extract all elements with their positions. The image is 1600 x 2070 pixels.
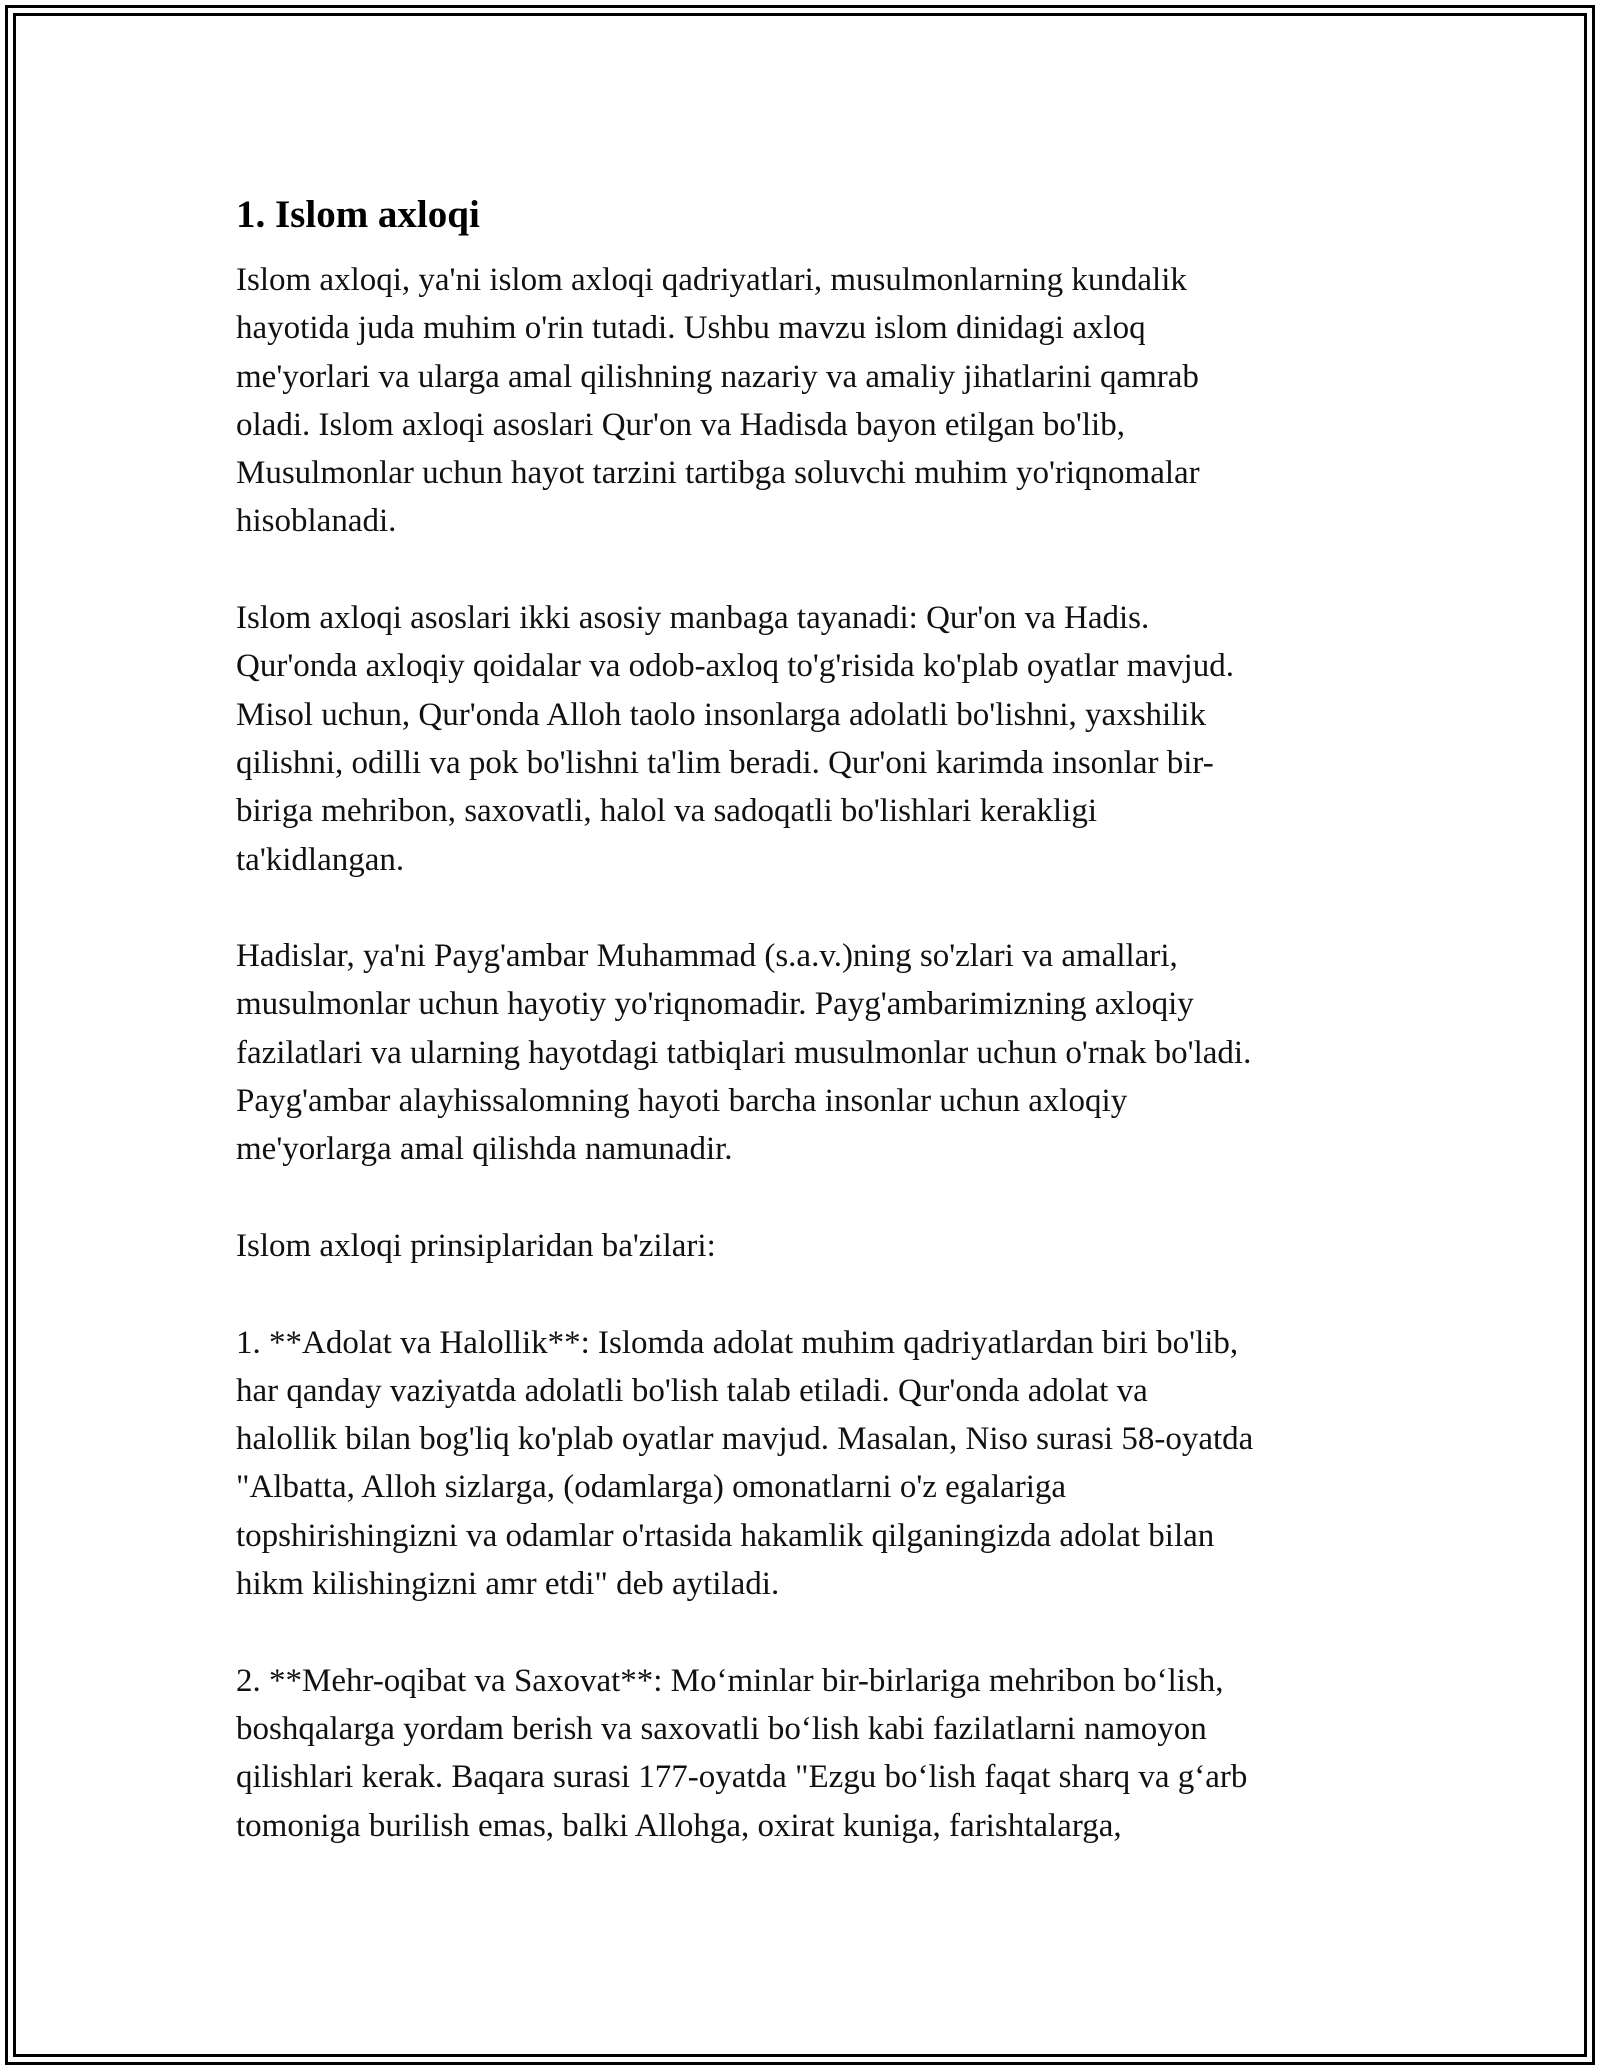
document-body [236, 184, 1376, 1898]
paragraph-sources: Islom axloqi asoslari ikki asosiy manbaga tayanadi: Qur'on va Hadis. Qur'onda axloqiy qoidalar va odob-axloq to'g'risida ko'plab oyatlar mavjud. Misol uchun, Qur'onda Alloh taolo insonlarga adolatli bo'lishni, yaxshilik qilishni, odilli va pok bo'lishni ta'lim beradi. Qur'oni karimda insonlar bir- biriga mehribon, saxovatli, halol va sadoqatli bo'lishlari kerakligi ta'kidlangan. [236, 600, 1234, 878]
list-item-mehr-oqibat: 2. **Mehr-oqibat va Saxovat**: Mo‘minlar bir-birlariga mehribon bo‘lish, boshqalarga yordam berish va saxovatli bo‘lish kabi fazilatlarni namoyon qilishlari kerak. Baqara surasi 177-oyatda "Ezgu bo‘lish faqat sharq va g‘arb tomoniga burilish emas, balki Allohga, oxirat kuniga, farishtalarga, [236, 1662, 1248, 1844]
paragraph-intro: Islom axloqi, ya'ni islom axloqi qadriyatlari, musulmonlarning kundalik hayotida juda muhim o'rin tutadi. Ushbu mavzu islom dinidagi axloq me'yorlari va ularga amal qilishning nazariy va amaliy jihatlarini qamrab oladi. Islom axloqi asoslari Qur'on va Hadisda bayon etilgan bo'lib, Musulmonlar uchun hayot tarzini tartibga soluvchi muhim yo'riqnomalar hisoblanadi. [236, 262, 1200, 540]
section-heading: 1. Islom axloqi [236, 193, 480, 236]
paragraph-principles-intro: Islom axloqi prinsiplaridan ba'zilari: [236, 1227, 716, 1264]
list-item-adolat: 1. **Adolat va Halollik**: Islomda adolat muhim qadriyatlardan biri bo'lib, har qanday vaziyatda adolatli bo'lish talab etiladi. Qur'onda adolat va halollik bilan bog'liq ko'plab oyatlar mavjud. Masalan, Niso surasi 58-oyatda "Albatta, Alloh sizlarga, (odamlarga) omonatlarni o'z egalariga topshirishingizni va odamlar o'rtasida hakamlik qilganingizda adolat bilan hikm kilishingizni amr etdi" deb aytiladi. [236, 1324, 1254, 1603]
paragraph-hadis: Hadislar, ya'ni Payg'ambar Muhammad (s.a.v.)ning so'zlari va amallari, musulmonlar uchun hayotiy yo'riqnomadir. Payg'ambarimizning axloqiy fazilatlari va ularning hayotdagi tatbiqlari musulmonlar uchun o'rnak bo'ladi. Payg'ambar alayhissalomning hayoti barcha insonlar uchun axloqiy me'yorlarga amal qilishda namunadir. [236, 938, 1252, 1168]
